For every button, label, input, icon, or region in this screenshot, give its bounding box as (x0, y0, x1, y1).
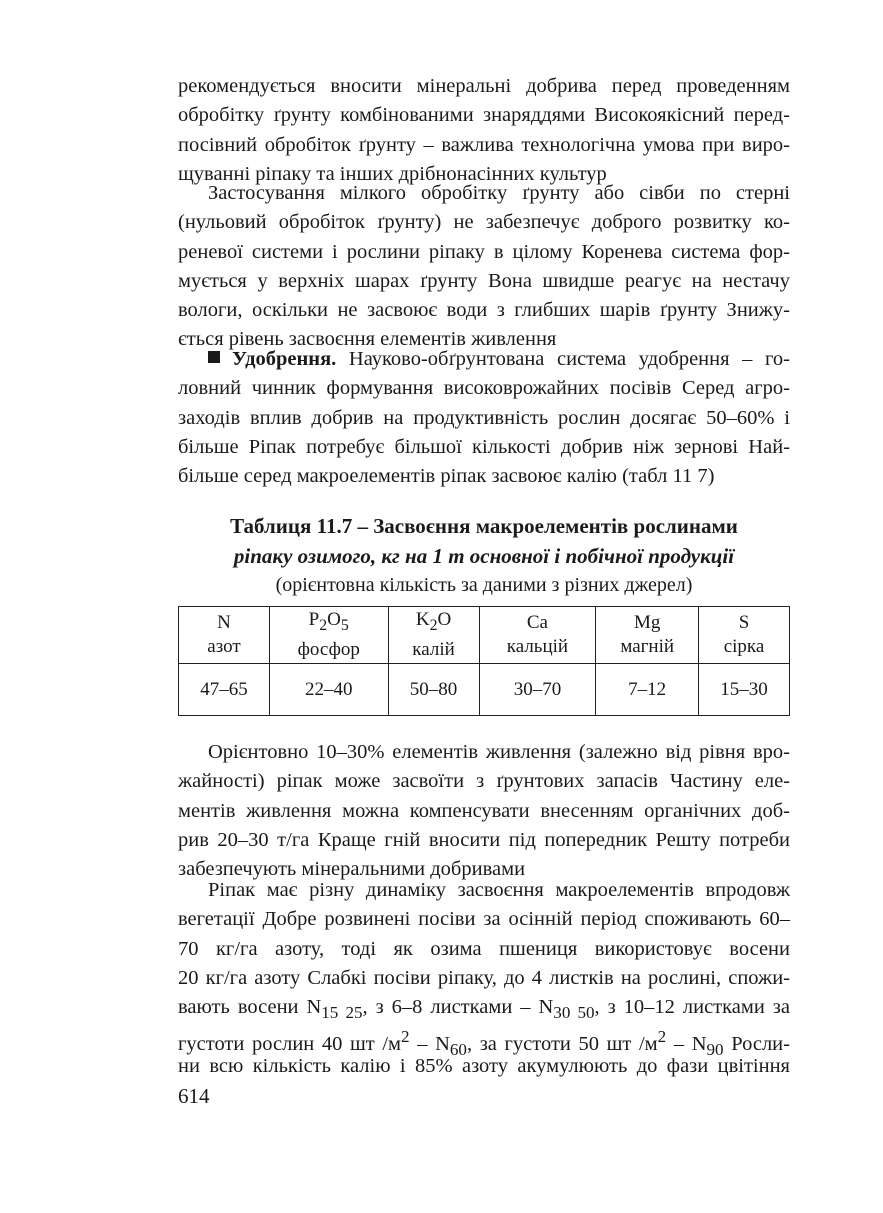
header-cell: Ca кальцій (479, 607, 596, 664)
text-line-with-subscripts: густоти рослин 40 шт $/м^2 - N_{60}$, за густоти 50 шт $/м^2 - N_{90}$ Росли- (178, 1027, 790, 1060)
paragraph-2 (178, 179, 790, 355)
text-line: ловний чинник формування високоврожайних посівів Серед агро- (178, 377, 790, 400)
text-line: реневої системи і рослини ріпаку в цілому Коренева система фор- (178, 240, 790, 263)
macroelements-table (178, 606, 790, 716)
text-line: рекомендується вносити мінеральні добрива перед проведенням (178, 75, 790, 97)
value-cell: 30–70 (479, 664, 596, 716)
text-line: заходів вплив добрив на продуктивність рослин досягає 50–60% і (178, 406, 790, 429)
text-line: (нульовий обробіток ґрунту) не забезпечує доброго розвитку ко- (178, 211, 790, 234)
value-cell: 50–80 (388, 664, 479, 716)
section-heading: Удобрення. (232, 348, 337, 370)
header-cell: N азот (179, 607, 270, 664)
paragraph-4 (178, 876, 790, 1081)
text-line: ментів живлення можна компенсувати внесенням органічних доб- (178, 799, 790, 822)
table-caption (178, 511, 790, 599)
value-cell: 7–12 (596, 664, 699, 716)
text-line: жайності) ріпак може засвоїти з ґрунтових запасів Частину еле- (178, 770, 790, 793)
text-line-with-subscripts: вають восени $N_{15 25}$, з 6–8 листками – $N_{30 50}$, з 10–12 листками за (178, 996, 790, 1023)
table-title: Таблиця 11.7 – Засвоєння макроелементів рослинами (230, 514, 738, 538)
page-number: 614 (178, 1084, 210, 1108)
paragraph-1 (178, 72, 790, 189)
value-cell: 15–30 (699, 664, 790, 716)
section-first-line (178, 345, 790, 374)
fertilization-section (178, 345, 790, 491)
text-line: посівний обробіток ґрунту – важлива технологічна умова при виро- (178, 133, 790, 156)
paragraph-3 (178, 738, 790, 884)
value-cell: 47–65 (179, 664, 270, 716)
text-line: рив 20–30 т/га Краще гній вносити під попередник Решту потреби (178, 828, 790, 851)
table-subtitle: ріпаку озимого, кг на 1 т основної і побічної продукції (233, 544, 735, 568)
text-line: мується у верхніх шарах ґрунту Вона швидше реагує на нестачу (178, 269, 790, 292)
text-line: забезпечують мінеральними добривами (178, 858, 526, 881)
text-line: більше серед макроелементів ріпак засвоює калію (табл 11 7) (178, 465, 715, 488)
bullet-square-icon (208, 351, 220, 363)
text-span: Науково-обґрунтована система удобрення – го- (348, 348, 790, 370)
header-cell: S сірка (699, 607, 790, 664)
header-cell: $P_2O_5$ фосфор (269, 607, 388, 664)
text-line: 70 кг/га азоту, тоді як озима пшениця використовує восени (178, 937, 790, 960)
value-cell: 22–40 (269, 664, 388, 716)
header-cell: $K_2O$ калій (388, 607, 479, 664)
text-line: 20 кг/га азоту Слабкі посіви ріпаку, до 4 листків на рослині, спожи- (178, 966, 790, 989)
text-line: більше Ріпак потребує більшої кількості добрив ніж зернові Най- (178, 435, 790, 458)
text-line: вологи, оскільки не засвоює води з глибших шарів ґрунту Знижу- (178, 299, 790, 322)
text-line: Застосування мілкого обробітку ґрунту або сівби по стерні (208, 182, 790, 204)
table-note: (орієнтовна кількість за даними з різних джерел) (275, 574, 693, 596)
text-line: Ріпак має різну динаміку засвоєння макроелементів впродовж (208, 879, 790, 901)
text-line: Орієнтовно 10–30% елементів живлення (залежно від рівня вро- (208, 741, 790, 763)
header-cell: Mg магній (596, 607, 699, 664)
table-header-row (179, 607, 790, 664)
text-line: ни всю кількість калію і 85% азоту акумулюють до фази цвітіння (178, 1054, 790, 1077)
text-line: ється рівень засвоєння елементів живлення (178, 328, 557, 351)
text-line: вегетації Добре розвинені посіви за осінній період споживають 60– (178, 908, 790, 931)
text-line: обробітку ґрунту комбінованими знаряддями Високоякісний перед- (178, 104, 790, 127)
text-line: щуванні ріпаку та інших дрібнонасінних культур (178, 162, 607, 185)
table-row (179, 664, 790, 716)
